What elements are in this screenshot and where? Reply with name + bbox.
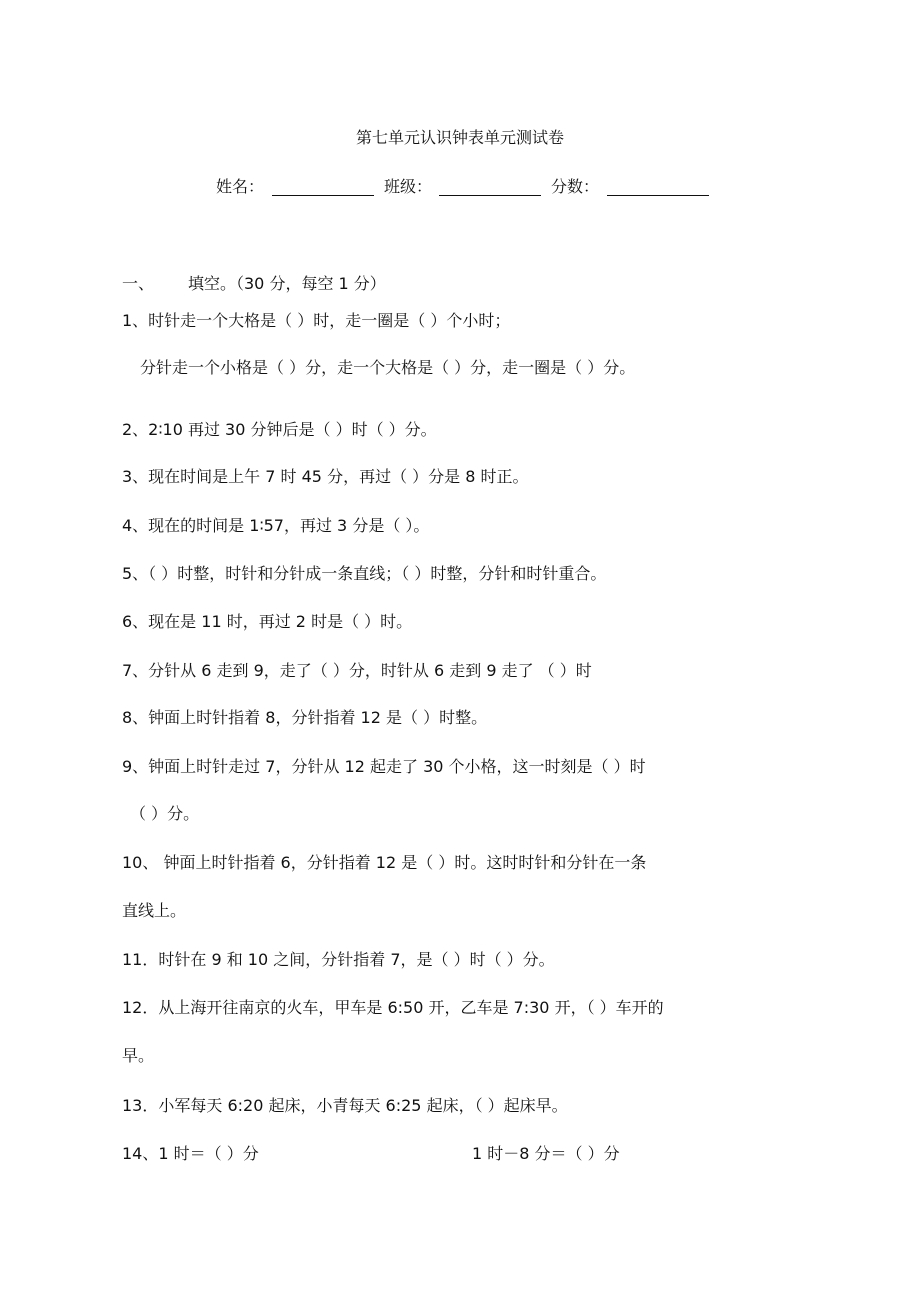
question-9a: 9、钟面上时针走过 7，分针从 12 起走了 30 个小格，这一时刻是（ ）时: [122, 757, 646, 776]
question-14a: 14、1 时＝（ ）分: [122, 1144, 259, 1163]
question-2: 2、2∶10 再过 30 分钟后是（ ）时（ ）分。: [122, 420, 437, 439]
question-14b: 1 时－8 分＝（ ）分: [472, 1144, 620, 1163]
class-blank[interactable]: [439, 195, 541, 196]
score-label: 分数：: [551, 177, 600, 196]
section-heading: 填空。（30 分，每空 1 分）: [188, 274, 386, 293]
question-10a: 10、 钟面上时针指着 6，分针指着 12 是（ ）时。这时时针和分针在一条: [122, 853, 647, 872]
section-number: 一、: [122, 274, 155, 293]
question-8: 8、钟面上时针指着 8，分针指着 12 是（ ）时整。: [122, 708, 488, 727]
question-10b: 直线上。: [122, 901, 187, 920]
question-4: 4、现在的时间是 1∶57，再过 3 分是（ ）。: [122, 516, 430, 535]
question-9b: （ ）分。: [130, 804, 200, 823]
question-7: 7、分针从 6 走到 9，走了（ ）分，时针从 6 走到 9 走了 （ ）时: [122, 661, 592, 680]
name-label: 姓名：: [216, 177, 265, 196]
question-1a: 1、时针走一个大格是（ ）时，走一圈是（ ）个小时；: [122, 311, 511, 330]
question-6: 6、现在是 11 时，再过 2 时是（ ）时。: [122, 612, 413, 631]
name-blank[interactable]: [272, 195, 374, 196]
question-1b: 分针走一个小格是（ ）分，走一个大格是（ ）分，走一圈是（ ）分。: [140, 358, 636, 377]
page-title: 第七单元认识钟表单元测试卷: [355, 128, 564, 147]
question-12b: 早。: [122, 1046, 155, 1065]
question-12a: 12．从上海开往南京的火车，甲车是 6:50 开，乙车是 7:30 开，（ ）车开的: [122, 998, 664, 1017]
question-3: 3、现在时间是上午 7 时 45 分，再过（ ）分是 8 时正。: [122, 467, 529, 486]
class-label: 班级：: [384, 177, 433, 196]
question-11: 11．时针在 9 和 10 之间，分针指着 7，是（ ）时（ ）分。: [122, 950, 555, 969]
question-5: 5、（ ）时整，时针和分针成一条直线；（ ）时整，分针和时针重合。: [122, 564, 607, 583]
score-blank[interactable]: [607, 195, 709, 196]
question-13: 13．小军每天 6:20 起床，小青每天 6:25 起床，（ ）起床早。: [122, 1096, 568, 1115]
